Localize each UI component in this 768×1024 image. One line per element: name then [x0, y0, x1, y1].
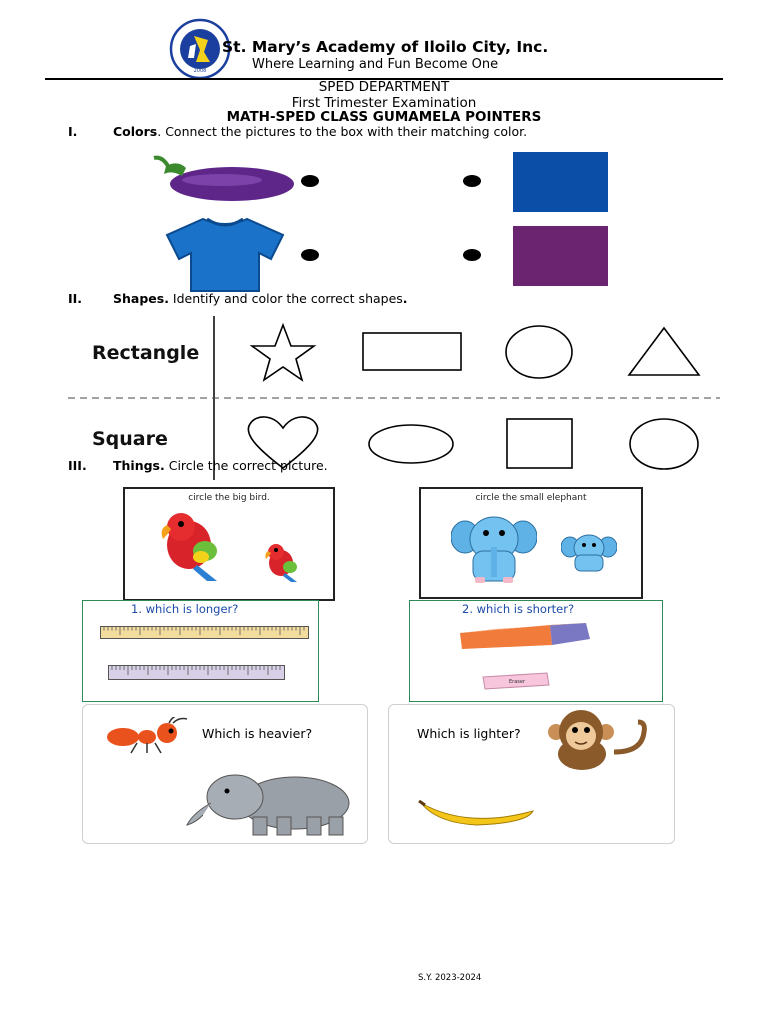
logo-ring-text: [180, 68, 220, 74]
section-3-number: III.: [68, 458, 87, 473]
section-2-number: II.: [68, 291, 83, 306]
purple-box-connect-dot[interactable]: [463, 249, 481, 261]
longer-card: [82, 600, 319, 702]
shorter-question: 2. which is shorter?: [462, 602, 575, 616]
short-ruler-picture[interactable]: [108, 665, 288, 681]
eggplant-picture[interactable]: [152, 152, 294, 204]
shorter-card: [409, 600, 663, 702]
school-year: S.Y. 2023-2024: [418, 973, 482, 983]
department-title: SPED DEPARTMENT: [318, 79, 450, 95]
section-2-instruction: [113, 291, 408, 306]
heavier-question: Which is heavier?: [202, 726, 313, 741]
big-elephant-picture[interactable]: [451, 511, 537, 585]
heavier-card: [82, 704, 368, 844]
school-tagline: Where Learning and Fun Become One: [252, 57, 499, 72]
section-3-instruction: [113, 458, 328, 473]
circle-shape: [506, 326, 572, 378]
big-bird-caption: circle the big bird.: [188, 493, 270, 503]
ant-picture[interactable]: [101, 717, 193, 755]
blue-color-box[interactable]: [513, 152, 608, 212]
small-parrot-picture[interactable]: [259, 539, 305, 583]
shape-label-rectangle: Rectangle: [92, 342, 200, 364]
elephant-picture[interactable]: [183, 773, 359, 839]
star-shape: [252, 325, 314, 380]
section-1-instruction: [113, 124, 527, 139]
lighter-question: Which is lighter?: [417, 726, 521, 741]
square-shape: [507, 419, 572, 468]
small-elephant-picture[interactable]: [561, 531, 617, 575]
section-2-period: .: [402, 291, 408, 306]
eggplant-connect-dot[interactable]: [301, 175, 319, 187]
shirt-connect-dot[interactable]: [301, 249, 319, 261]
shapes-grid: [0, 310, 768, 480]
rectangle-shape: [363, 333, 461, 370]
logo-year: 2008: [193, 68, 207, 74]
oval-shape: [369, 425, 453, 463]
short-eraser-picture[interactable]: [481, 671, 551, 691]
section-1-number: I.: [68, 124, 78, 139]
triangle-shape: [629, 328, 699, 375]
lighter-card: [388, 704, 675, 844]
longer-question: 1. which is longer?: [131, 602, 239, 616]
small-elephant-caption: circle the small elephant: [475, 493, 587, 503]
big-bird-card: [123, 487, 335, 601]
shape-label-square: Square: [92, 428, 168, 450]
exam-title: First Trimester Examination: [291, 95, 477, 111]
section-3-title: Things.: [113, 458, 165, 473]
class-title: MATH-SPED CLASS GUMAMELA POINTERS: [226, 109, 542, 125]
section-1-title: Colors: [113, 124, 158, 139]
circle-shape-2: [630, 419, 698, 469]
section-1-text: . Connect the pictures to the box with their matching color.: [157, 124, 528, 139]
section-2-title: Shapes.: [113, 291, 169, 306]
long-ruler-picture[interactable]: [100, 626, 310, 640]
small-elephant-card: [419, 487, 643, 599]
long-eraser-picture[interactable]: [456, 619, 592, 649]
blue-shirt-picture[interactable]: [165, 217, 285, 293]
banana-picture[interactable]: [417, 797, 537, 829]
section-3-text: Circle the correct picture.: [164, 458, 328, 473]
section-2-text: Identify and color the correct shapes: [168, 291, 403, 306]
monkey-picture[interactable]: [534, 708, 650, 774]
blue-box-connect-dot[interactable]: [463, 175, 481, 187]
purple-color-box[interactable]: [513, 226, 608, 286]
eraser-label: Eraser: [509, 679, 526, 685]
big-parrot-picture[interactable]: [147, 507, 237, 583]
school-name: St. Mary’s Academy of Iloilo City, Inc.: [222, 38, 549, 56]
